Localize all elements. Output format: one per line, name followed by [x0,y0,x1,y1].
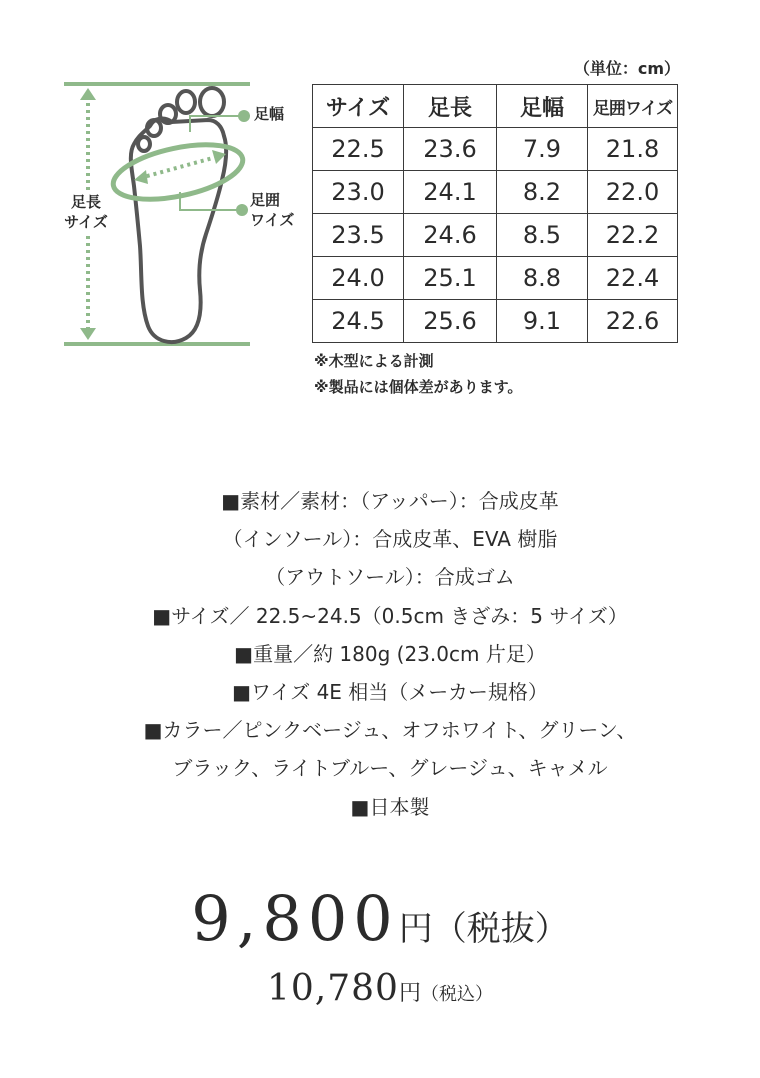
spec-material-insole: （インソール）：合成皮革、EVA 樹脂 [222,527,558,552]
cell-size: 23.0 [313,171,404,214]
cell-girth: 22.2 [588,214,678,257]
foot-diagram [54,74,310,364]
header-size: サイズ [313,85,404,128]
arrow-down-icon [80,328,96,340]
header-foot-width: 足幅 [497,85,588,128]
spec-size: ■サイズ／ 22.5~24.5（0.5cm きざみ：5 サイズ） [152,603,628,628]
price-excl-label: （税抜） [432,909,569,949]
spec-material-outsole: （アウトソール）：合成ゴム [265,565,515,590]
spec-made-in-japan: ■日本製 [350,794,430,819]
length-label-line2: サイズ [64,213,108,231]
measurement-notes [314,348,522,400]
length-label-line1: 足長 [70,193,101,211]
width-label: 足幅 [254,105,285,123]
toe-5 [138,137,150,151]
price-incl-yen: 円 [398,981,421,1006]
spec-weight: ■重量／約 180g (23.0cm 片足） [234,641,546,666]
cell-length: 24.1 [404,171,497,214]
cell-width: 9.1 [497,300,588,343]
header-foot-girth: 足囲ワイズ [588,85,678,128]
cell-length: 23.6 [404,128,497,171]
size-table-header [313,85,678,128]
cell-width: 8.5 [497,214,588,257]
cell-width: 7.9 [497,128,588,171]
cell-girth: 21.8 [588,128,678,171]
spec-wise: ■ワイズ 4E 相当（メーカー規格） [232,680,548,705]
price-incl-label: （税込） [420,984,493,1005]
cell-size: 22.5 [313,128,404,171]
cell-girth: 22.0 [588,171,678,214]
note-last-measure: ※木型による計測 [314,352,434,370]
top-bar [64,82,250,86]
price-incl-amount: 10,780 [267,968,399,1009]
cell-length: 25.1 [404,257,497,300]
length-label [64,192,108,232]
cell-girth: 22.4 [588,257,678,300]
table-row [313,257,678,300]
product-specs [40,482,740,826]
table-row [313,300,678,343]
cell-width: 8.2 [497,171,588,214]
girth-label-line1: 足囲 [250,191,281,209]
table-row [313,128,678,171]
cell-size: 23.5 [313,214,404,257]
bottom-bar [64,342,250,346]
spec-color-line2: ブラック、ライトブルー、グレージュ、キャメル [172,756,608,781]
price-excl-amount: 9,800 [191,882,399,955]
spec-material-upper: ■素材／素材：（アッパー）：合成皮革 [221,489,559,513]
cell-width: 8.8 [497,257,588,300]
cell-girth: 22.6 [588,300,678,343]
arrow-up-icon [80,88,96,100]
width-line [140,156,220,178]
price-incl-tax [0,968,760,1009]
girth-label [250,190,294,230]
unit-label: （単位：cm） [573,59,680,78]
cell-size: 24.0 [313,257,404,300]
arrow-left-icon [134,170,148,184]
header-foot-length: 足長 [404,85,497,128]
table-row [313,214,678,257]
cell-length: 25.6 [404,300,497,343]
girth-ellipse [108,135,247,209]
cell-length: 24.6 [404,214,497,257]
width-leader [190,116,240,132]
price-excl-yen: 円 [398,909,433,949]
width-dot [238,110,250,122]
toe-2 [177,91,195,113]
girth-label-line2: ワイズ [250,211,295,229]
size-table [312,84,678,343]
toe-big [200,88,224,116]
table-row [313,171,678,214]
price-excl-tax [0,882,760,955]
girth-dot [236,204,248,216]
note-individual-difference: ※製品には個体差があります。 [314,378,523,396]
spec-color-line1: ■カラー／ピンクベージュ、オフホワイト、グリーン、 [143,718,637,743]
cell-size: 24.5 [313,300,404,343]
